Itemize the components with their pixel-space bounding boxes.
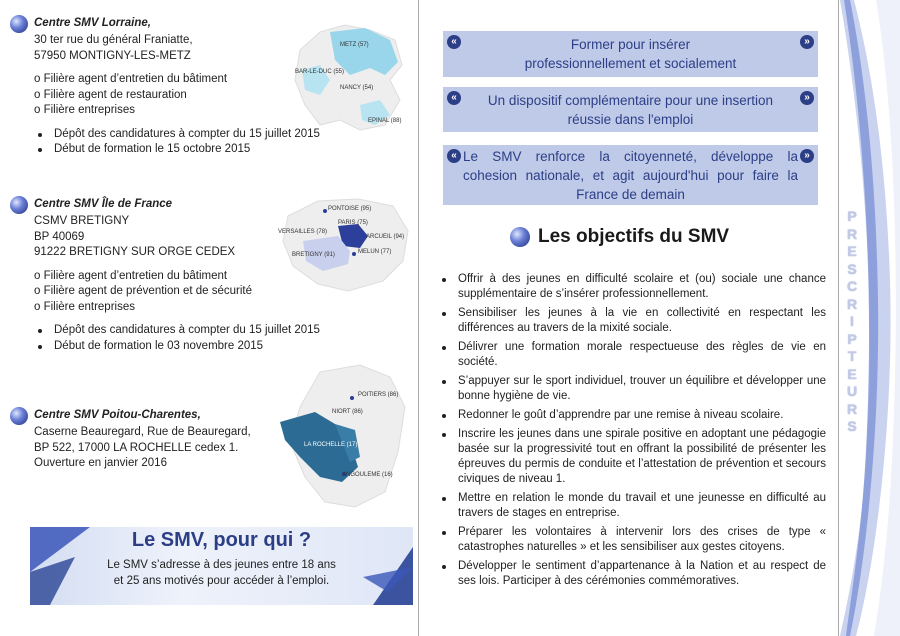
filiere-item: o Filière agent d’entretien du bâtiment (34, 73, 228, 85)
vertical-letter: E (847, 243, 857, 259)
filiere-item: o Filière agent de restauration (34, 88, 187, 101)
address-line: Caserne Beauregard, Rue de Beauregard, (34, 426, 251, 438)
center-lorraine (10, 15, 320, 158)
map-ile-de-france (278, 196, 413, 296)
objective-item: Inscrire les jeunes dans une spirale positive en adoptant une pédagogie basée sur la progressivité tout en offrant la possibilité de présenter les épreuves du permis de conduite et l’attestation de prévention et secours civiques de niveau 1. (440, 427, 826, 487)
address-line: CSMV BRETIGNY (34, 215, 130, 227)
objective-item: Sensibiliser les jeunes à la vie en collectivité en respectant les différences au travers de la mixité sociale. (440, 306, 826, 336)
vertical-letter: P (847, 330, 857, 347)
address-line: 57950 MONTIGNY-LES-METZ (34, 49, 191, 62)
banner-citoyennete (443, 145, 818, 205)
banner-line: cohesion nationale, et agit aujourd'hui pour faire la (463, 168, 798, 183)
center-name: Centre SMV Poitou-Charentes, (34, 409, 201, 422)
objective-item: S’appuyer sur le sport individuel, trouver un équilibre et développer une bonne hygiène de vie. (440, 374, 826, 404)
quote-close-icon: » (800, 149, 814, 163)
objectives-heading (510, 226, 729, 248)
center-name: Centre SMV Lorraine, (34, 17, 151, 30)
map-label: BRETIGNY (91) (292, 252, 335, 258)
date-bullet: Début de formation le 15 octobre 2015 (34, 142, 320, 158)
quote-close-icon: » (800, 91, 814, 105)
quote-open-icon: « (447, 91, 461, 105)
pour-qui-line: et 25 ans motivés pour accéder à l’emploi. (113, 575, 330, 587)
vertical-letter: S (847, 418, 857, 434)
address-line: BP 40069 (34, 230, 85, 243)
objective-item: Préparer les volontaires à intervenir lors des crises de type « catastrophes naturelles » et les sensibiliser aux gestes citoyens. (440, 525, 826, 555)
fold-line (418, 0, 419, 636)
quote-open-icon: « (447, 35, 461, 49)
banner-line: France de demain (576, 187, 685, 202)
vertical-letter: U (846, 383, 858, 399)
address-line: 91222 BRETIGNY SUR ORGE CEDEX (34, 246, 236, 258)
vertical-letter: S (847, 260, 857, 277)
quote-open-icon: « (447, 149, 461, 163)
objectives-title: Les objectifs du SMV (538, 226, 730, 247)
quote-close-icon: » (800, 35, 814, 49)
map-label: NIORT (86) (332, 409, 363, 415)
filiere-item: o Filière entreprises (34, 104, 135, 116)
objective-item: Développer le sentiment d’appartenance à la Nation et au respect de ses lois. Participer à des cérémonies commémoratives. (440, 559, 826, 589)
decorative-triangles-left (30, 527, 100, 605)
city-dot (323, 209, 327, 213)
blue-sphere-icon (10, 15, 28, 33)
map-label: PONTOISE (95) (328, 206, 372, 212)
map-label: POITIERS (86) (358, 392, 399, 398)
banner-line: réussie dans l'emploi (567, 112, 694, 127)
banner-line: Former pour insérer (570, 37, 691, 52)
date-bullet: Dépôt des candidatures à compter du 15 juillet 2015 (34, 323, 320, 339)
banner-line: professionnellement et socialement (524, 56, 737, 71)
vertical-letter: R (846, 295, 858, 312)
blue-sphere-icon (510, 227, 530, 247)
address-line: 30 ter rue du général Franiatte, (34, 34, 193, 46)
map-label: EPINAL (88) (368, 118, 402, 124)
map-label: NANCY (54) (340, 85, 374, 91)
map-label: ANGOULEME (16) (342, 472, 393, 478)
decorative-triangles-right (353, 527, 413, 605)
objectives-list (440, 272, 826, 593)
vertical-letter: I (850, 313, 854, 329)
map-label: ARCUEIL (94) (366, 234, 405, 240)
map-label: METZ (57) (340, 42, 369, 48)
date-bullet: Dépôt des candidatures à compter du 15 juillet 2015 (34, 127, 320, 143)
filiere-item: o Filière entreprises (34, 300, 135, 313)
objective-item: Délivrer une formation morale respectueuse des règles de vie en société. (440, 340, 826, 370)
center-poitou-charentes (10, 407, 251, 472)
city-dot (350, 396, 354, 400)
map-lorraine (290, 20, 410, 135)
filiere-item: o Filière agent d’entretien du bâtiment (34, 269, 228, 282)
vertical-title-prescripteurs (844, 208, 860, 436)
center-ile-de-france (10, 196, 320, 354)
pour-qui-box (30, 527, 413, 605)
banner-line: Un dispositif complémentaire pour une insertion (487, 93, 774, 108)
pour-qui-line: Le SMV s’adresse à des jeunes entre 18 ans (107, 559, 336, 571)
map-poitou-charentes (280, 362, 410, 512)
objective-item: Offrir à des jeunes en difficulté scolaire et (ou) sociale une chance supplémentaire de s’insérer professionnellement. (440, 272, 826, 302)
map-label: MELUN (77) (358, 249, 392, 255)
filiere-item: o Filière agent de prévention et de sécurité (34, 285, 252, 297)
date-bullet: Début de formation le 03 novembre 2015 (34, 339, 320, 355)
blue-sphere-icon (10, 407, 28, 425)
banner-former (443, 31, 818, 77)
vertical-letter: C (846, 278, 858, 294)
objective-item: Mettre en relation le monde du travail et une jeunesse en difficulté au travers de stages en entreprise. (440, 491, 826, 521)
center-name: Centre SMV Île de France (34, 198, 173, 211)
address-line: BP 522, 17000 LA ROCHELLE cedex 1. (34, 441, 239, 454)
vertical-letter: R (846, 225, 858, 242)
vertical-letter: T (847, 348, 857, 364)
address-line: Ouverture en janvier 2016 (34, 457, 167, 469)
objective-item: Redonner le goût d’apprendre par une remise à niveau scolaire. (440, 408, 826, 423)
map-label: BAR-LE-DUC (55) (295, 69, 345, 75)
vertical-letter: R (846, 400, 858, 417)
map-label: PARIS (75) (338, 220, 368, 226)
banner-line: Le SMV renforce la citoyenneté, développe la (463, 149, 798, 164)
city-dot (352, 252, 356, 256)
map-label: VERSAILLES (78) (278, 229, 328, 235)
banner-dispositif (443, 87, 818, 132)
vertical-letter: P (847, 208, 857, 224)
map-label: LA ROCHELLE (17) (304, 442, 358, 448)
blue-sphere-icon (10, 196, 28, 214)
pour-qui-title: Le SMV, pour qui ? (131, 529, 312, 551)
vertical-letter: E (847, 365, 857, 382)
